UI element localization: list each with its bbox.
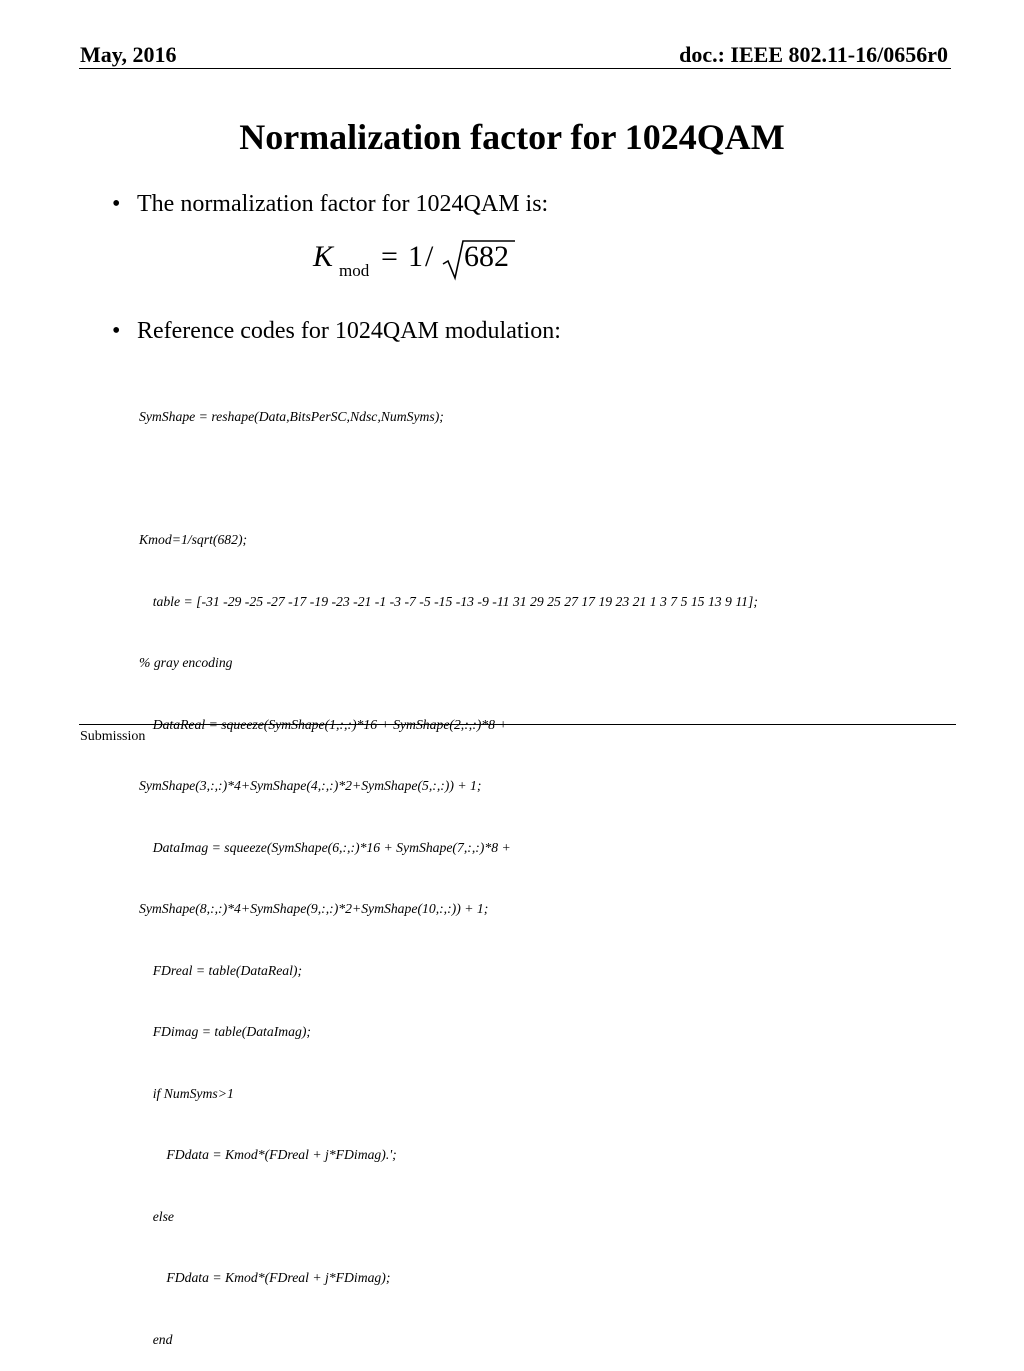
code-line: if NumSyms>1 [139,1085,234,1101]
formula-equals: = [381,240,398,273]
code-line: DataReal = squeeze(SymShape(1,:,:)*16 + SymShape(2,:,:)*8 + [139,716,508,732]
formula-subscript: mod [339,261,370,280]
code-line: DataImag = squeeze(SymShape(6,:,:)*16 + SymShape(7,:,:)*8 + [139,839,511,855]
code-line: table = [-31 -29 -25 -27 -17 -19 -23 -21 -1 -3 -7 -5 -15 -13 -9 -11 31 29 25 27 17 19 23 21 1 3 7 5 15 13 9 11]; [139,593,758,609]
bullet-text: Reference codes for 1024QAM modulation: [137,318,561,344]
code-line: Kmod=1/sqrt(682); [139,532,248,547]
header-divider [79,68,951,69]
footer-divider [79,724,956,725]
code-line: FDdata = Kmod*(FDreal + j*FDimag); [139,1270,391,1285]
bullet-marker: • [112,318,121,344]
bullet-normalization-factor [112,189,548,219]
header-date: May, 2016 [80,42,177,67]
bullet-marker: • [112,191,121,217]
code-line: SymShape = reshape(Data,BitsPerSC,Ndsc,NumSyms); [139,409,444,424]
bullet-text: The normalization factor for 1024QAM is: [137,191,549,217]
bullet-reference-codes [112,316,561,346]
code-line: SymShape(3,:,:)*4+SymShape(4,:,:)*2+SymShape(5,:,:)) + 1; [139,778,482,793]
code-line: else [139,1208,174,1224]
code-line: FDimag = table(DataImag); [139,1024,311,1039]
formula-symbol: K [313,240,334,273]
code-line: FDdata = Kmod*(FDreal + j*FDimag).'; [139,1147,397,1162]
code-line: end [139,1331,173,1347]
code-line: FDreal = table(DataReal); [139,962,303,978]
formula-radicand: 682 [464,240,509,273]
slide-title: Normalization factor for 1024QAM [239,117,785,157]
reference-code-block [139,366,758,1371]
header-doc-id: doc.: IEEE 802.11-16/0656r0 [679,42,948,67]
footer-submission: Submission [80,729,146,744]
formula-numerator: 1 [408,240,423,273]
code-line [139,469,758,490]
code-line: % gray encoding [139,655,233,670]
formula-slash: / [425,240,434,273]
code-line: SymShape(8,:,:)*4+SymShape(9,:,:)*2+SymShape(10,:,:)) + 1; [139,901,489,916]
